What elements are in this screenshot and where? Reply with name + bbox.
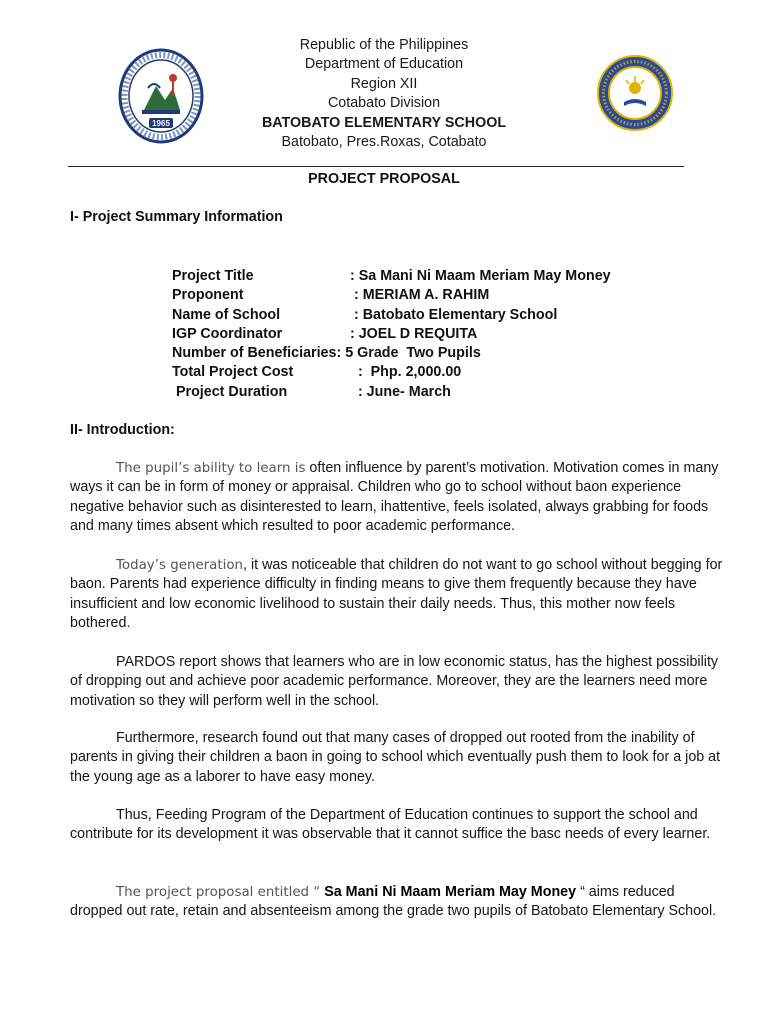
paragraph-2 — [70, 556, 730, 634]
summary-row-proponent — [172, 286, 611, 305]
summary-label: Project Title — [172, 268, 254, 284]
letterhead-address: Batobato, Pres.Roxas, Cotabato — [281, 134, 487, 151]
summary-value: : Sa Mani Ni Maam Meriam May Money — [350, 268, 611, 284]
summary-label: Proponent — [172, 287, 244, 304]
paragraph-6-lead: The project proposal entitled “ — [116, 885, 321, 900]
letterhead-line-department: Department of Education — [304, 56, 464, 73]
summary-value: : Batobato Elementary School — [350, 306, 558, 323]
paragraph-1-body: often influence by parent’s motivation. Motivation comes in many ways it can be in form of money or appraisal. Children who go to school without baon experience negative behavior such as disinterested to learn, ihattentive, feels isolated, always grabbing for foods and many times absent which resulted to poor academic performance. — [70, 460, 719, 535]
letterhead-line-division: Cotabato Division — [327, 95, 441, 112]
svg-text:1965: 1965 — [152, 119, 170, 128]
paragraph-4: Furthermore, research found out that many cases of dropped out rooted from the inability of parents in giving their children a baon in going to school which eventually push them to look for a job at the young age as a laborer to have easy money. — [70, 730, 721, 785]
letterhead-line-region: Region XII — [350, 75, 418, 92]
summary-value: : Php. 2,000.00 — [350, 364, 462, 381]
summary-label: IGP Coordinator — [172, 325, 283, 342]
section-heading-introduction: II- Introduction: — [70, 422, 175, 438]
summary-value: : JOEL D REQUITA — [350, 325, 478, 342]
paragraph-3: PARDOS report shows that learners who are in low economic status, has the highest possibility of dropping out and achieve poor academic performance. Moreover, they are the learners need more motivation so they will perform well in the school. — [70, 654, 719, 709]
letterhead-line-country: Republic of the Philippines — [299, 37, 469, 53]
summary-label: Number of Beneficiaries: — [172, 345, 342, 362]
summary-row-duration — [172, 383, 611, 402]
paragraph-6-body: “ aims reduced dropped out rate, retain and absenteeism among the grade two pupils of Batobato Elementary School. — [70, 884, 717, 920]
summary-row-cost — [172, 363, 611, 382]
header-divider — [68, 166, 684, 167]
summary-value: : June- March — [350, 383, 451, 400]
summary-row-school — [172, 306, 611, 325]
paragraph-6-project-name: Sa Mani Ni Maam Meriam May Money — [320, 884, 577, 900]
summary-value: 5 Grade Two Pupils — [341, 345, 481, 362]
section-heading-summary: I- Project Summary Information — [70, 209, 283, 225]
project-summary-list — [172, 267, 611, 402]
summary-row-coordinator — [172, 325, 611, 344]
paragraph-5: Thus, Feeding Program of the Department of Education continues to support the school and contribute for its development it was observable that it cannot suffice the basc needs of every learner. — [70, 807, 711, 843]
paragraph-6 — [70, 883, 730, 922]
summary-label: Total Project Cost — [172, 364, 294, 381]
summary-value: : MERIAM A. RAHIM — [350, 287, 490, 304]
paragraph-2-body: , it was noticeable that children do not want to go school without begging for baon. Parents had experience difficulty in finding means to give them frequently because they have insufficient and low economic livelihood to sustain their daily needs. Thus, this mother now feels bothered. — [70, 557, 723, 632]
summary-row-beneficiaries — [172, 344, 611, 363]
summary-label: Project Duration — [172, 383, 288, 400]
paragraph-2-lead: Today’s generation — [116, 558, 244, 573]
paragraph-1-lead: The pupil’s ability to learn is — [116, 461, 306, 476]
letterhead — [0, 36, 768, 152]
document-title: PROJECT PROPOSAL — [308, 171, 460, 187]
letterhead-school-name: BATOBATO ELEMENTARY SCHOOL — [261, 114, 507, 131]
summary-row-title — [172, 267, 611, 286]
summary-label: Name of School — [172, 306, 281, 323]
paragraph-1 — [70, 459, 730, 537]
